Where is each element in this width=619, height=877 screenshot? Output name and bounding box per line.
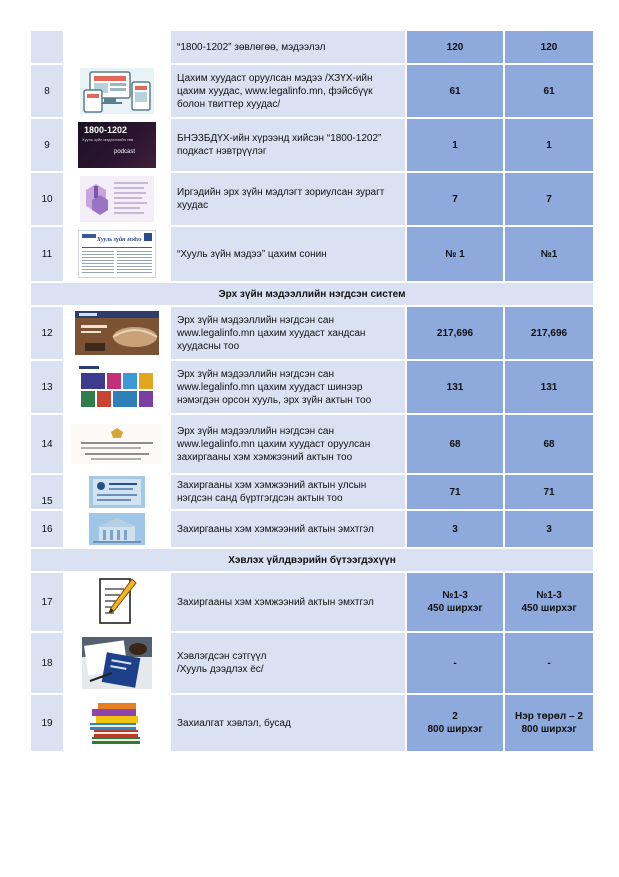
- row-number: 15: [31, 475, 63, 509]
- section-row: [31, 283, 593, 305]
- table-row: [31, 65, 593, 117]
- registry-document-image: [89, 476, 145, 508]
- table-row: [31, 633, 593, 693]
- table-row: [31, 227, 593, 281]
- infographic-image: [80, 176, 154, 222]
- value-col-2: 120: [505, 31, 593, 63]
- podcast-banner-image: [78, 122, 156, 168]
- table-row: [31, 475, 593, 509]
- newspaper-title-text: Хууль зүйн мэдээ: [97, 237, 142, 243]
- section-heading: Эрх зүйн мэдээллийн нэгдсэн систем: [31, 283, 593, 305]
- legalinfo-banner-image: [75, 311, 159, 355]
- row-number: 14: [31, 415, 63, 473]
- row-description: Захиргааны хэм хэмжээний актын эмхтгэл: [171, 511, 405, 547]
- value-col-2: 68: [505, 415, 593, 473]
- row-description: Захиалгат хэвлэл, бусад: [171, 695, 405, 751]
- table-row: [31, 307, 593, 359]
- row-description: Эрх зүйн мэдээллийн нэгдсэн сан www.legalinfo.mn цахим хуудаст шинээр нэмэгдэн орсон хууль, эрх зүйн актын тоо: [171, 361, 405, 413]
- podcast-label-text: podcast: [114, 149, 136, 155]
- report-table: [29, 29, 595, 753]
- value-col-1: № 1: [407, 227, 503, 281]
- value-col-1: 68: [407, 415, 503, 473]
- newspaper-image: [78, 230, 156, 278]
- row-description: “Хууль зүйн мэдээ” цахим сонин: [171, 227, 405, 281]
- value-col-2: 131: [505, 361, 593, 413]
- legalinfo-tiles-image: [77, 364, 157, 410]
- row-number: 19: [31, 695, 63, 751]
- row-number: 11: [31, 227, 63, 281]
- row-number: 18: [31, 633, 63, 693]
- row-number: 8: [31, 65, 63, 117]
- row-description: “1800-1202” зөвлөгөө, мэдээлэл: [171, 31, 405, 63]
- row-image-cell: [65, 31, 169, 63]
- value-col-1: 2 800 ширхэг: [407, 695, 503, 751]
- value-col-1: -: [407, 633, 503, 693]
- row-description: Захиргааны хэм хэмжээний актын эмхтгэл: [171, 573, 405, 631]
- value-col-2: №1: [505, 227, 593, 281]
- value-col-1: №1-3 450 ширхэг: [407, 573, 503, 631]
- row-number: 10: [31, 173, 63, 225]
- table-row: [31, 361, 593, 413]
- document-header-image: [71, 424, 163, 464]
- value-col-1: 71: [407, 475, 503, 509]
- table-row: [31, 415, 593, 473]
- value-col-2: 7: [505, 173, 593, 225]
- value-col-2: Нэр төрөл – 2 800 ширхэг: [505, 695, 593, 751]
- value-col-2: 1: [505, 119, 593, 171]
- table-row: [31, 695, 593, 751]
- table-row: [31, 511, 593, 547]
- row-description: Хэвлэгдсэн сэтгүүл /Хууль дээдлэх ёс/: [171, 633, 405, 693]
- row-number: [31, 31, 63, 63]
- podcast-subtitle-text: Хууль зүйн мэдээллийн төв: [82, 137, 134, 142]
- section-heading: Хэвлэх үйлдвэрийн бүтээгдэхүүн: [31, 549, 593, 571]
- table-row: [31, 31, 593, 63]
- row-description: Захиргааны хэм хэмжээний актын улсын нэгдсэн санд бүртгэгдсэн актын тоо: [171, 475, 405, 509]
- row-number: 9: [31, 119, 63, 171]
- podcast-title-text: 1800-1202: [84, 125, 128, 135]
- value-col-1: 7: [407, 173, 503, 225]
- journal-desk-image: [82, 637, 152, 689]
- row-number: 13: [31, 361, 63, 413]
- section-row: [31, 549, 593, 571]
- responsive-web-design-image: [80, 68, 154, 114]
- row-number: 12: [31, 307, 63, 359]
- row-number: 17: [31, 573, 63, 631]
- row-description: Эрх зүйн мэдээллийн нэгдсэн сан www.legalinfo.mn цахим хуудаст хандсан хуудасны тоо: [171, 307, 405, 359]
- table-row: [31, 573, 593, 631]
- pencil-document-icon: [94, 575, 140, 629]
- value-col-2: 61: [505, 65, 593, 117]
- value-col-2: 3: [505, 511, 593, 547]
- building-cover-image: [89, 513, 145, 545]
- value-col-1: 217,696: [407, 307, 503, 359]
- value-col-1: 1: [407, 119, 503, 171]
- book-stack-icon: [86, 699, 148, 747]
- table-row: [31, 173, 593, 225]
- value-col-1: 131: [407, 361, 503, 413]
- row-description: БНЭЗБДҮХ-ийн хүрээнд хийсэн “1800-1202” подкаст нэвтрүүлэг: [171, 119, 405, 171]
- value-col-2: -: [505, 633, 593, 693]
- value-col-1: 3: [407, 511, 503, 547]
- value-col-1: 120: [407, 31, 503, 63]
- row-description: Иргэдийн эрх зүйн мэдлэгт зориулсан зурагт хуудас: [171, 173, 405, 225]
- value-col-1: 61: [407, 65, 503, 117]
- table-row: [31, 119, 593, 171]
- row-description: Цахим хуудаст оруулсан мэдээ /ХЗҮХ-ийн цахим хуудас, www.legalinfo.mn, фэйсбүүк болон твиттер хуудас/: [171, 65, 405, 117]
- value-col-2: 217,696: [505, 307, 593, 359]
- row-description: Эрх зүйн мэдээллийн нэгдсэн сан www.legalinfo.mn цахим хуудаст оруулсан захиргааны хэм хэмжээний актын тоо: [171, 415, 405, 473]
- row-number: 16: [31, 511, 63, 547]
- value-col-2: №1-3 450 ширхэг: [505, 573, 593, 631]
- value-col-2: 71: [505, 475, 593, 509]
